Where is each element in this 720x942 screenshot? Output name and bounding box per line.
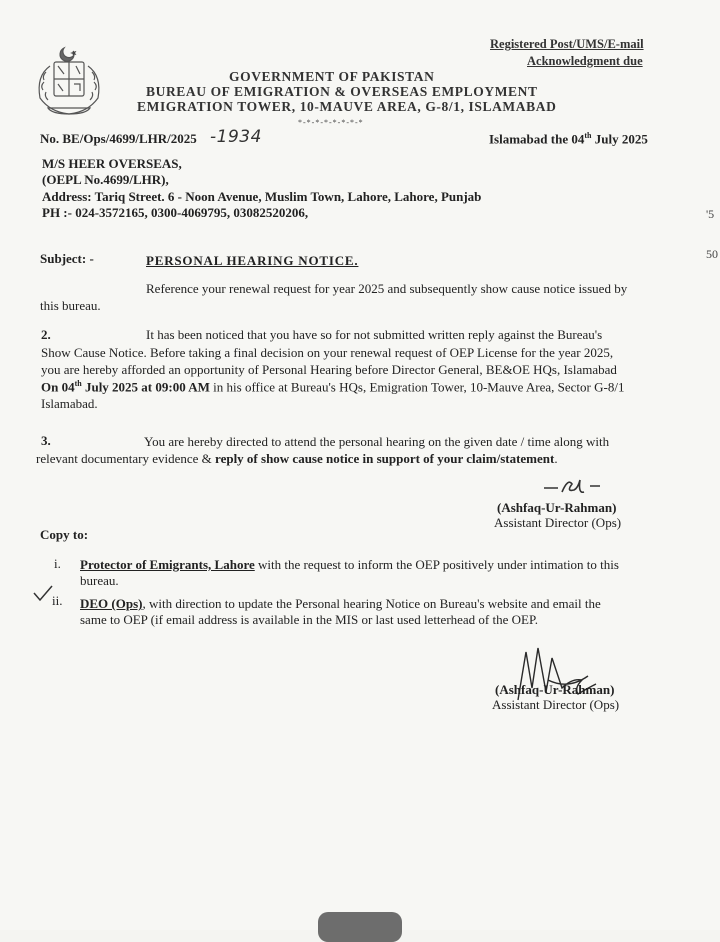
signatory-name: (Ashfaq-Ur-Rahman) xyxy=(497,500,617,515)
copy-item1 xyxy=(80,557,619,573)
para1-line2: this bureau. xyxy=(40,298,101,313)
header-stars: *-*-*-*-*-*-*-* xyxy=(298,118,364,127)
para2-line2: Show Cause Notice. Before taking a final decision on your renewal request of OEP License for the year 2025, xyxy=(41,345,614,360)
hearing-date-day: On 04 xyxy=(41,379,75,395)
addressee-name: M/S HEER OVERSEAS, xyxy=(42,156,182,171)
signatory-title: Assistant Director (Ops) xyxy=(494,515,622,530)
acknowledgment-note: Acknowledgment due xyxy=(527,54,643,68)
copy-item2-text: , with direction to update the Personal hearing Notice on Bureau's website and email the xyxy=(142,596,601,611)
letter-date xyxy=(489,131,648,147)
para2-line3: you are hereby afforded an opportunity of Personal Hearing before Director General, BE&OE HQs, Islamabad xyxy=(41,362,617,377)
signatory-name-2: (Ashfaq-Ur-Rahman) xyxy=(495,682,615,697)
signature-mark xyxy=(540,472,610,500)
hearing-date-time: July 2025 at 09:00 AM xyxy=(81,379,210,395)
date-day: Islamabad the 04 xyxy=(489,131,585,147)
subject-text: PERSONAL HEARING NOTICE. xyxy=(146,253,359,268)
reference-number: No. BE/Ops/4699/LHR/2025 xyxy=(40,131,197,146)
para3-end: . xyxy=(554,451,558,466)
hearing-date-suffix: th xyxy=(74,379,82,388)
para3-line2 xyxy=(36,451,558,467)
copy-item1-line2: bureau. xyxy=(80,573,119,588)
checkmark-icon xyxy=(32,584,54,602)
para2-line5: Islamabad. xyxy=(41,396,98,411)
date-month-year: July 2025 xyxy=(591,131,648,147)
date-suffix: th xyxy=(584,131,592,140)
edge-mark-1: '5 xyxy=(706,207,715,221)
signatory-title-2: Assistant Director (Ops) xyxy=(492,697,620,712)
para2-line4 xyxy=(41,379,624,395)
copy-item2-number: ii. xyxy=(52,593,63,608)
government-emblem-icon xyxy=(28,42,110,124)
para2-number: 2. xyxy=(41,327,51,342)
subject-label: Subject: - xyxy=(40,251,94,266)
para3-number: 3. xyxy=(41,433,51,448)
para1-line1: Reference your renewal request for year 2025 and subsequently show cause notice issued by xyxy=(146,281,628,296)
addressee-oepl: (OEPL No.4699/LHR), xyxy=(42,172,169,187)
header-line-government: GOVERNMENT OF PAKISTAN xyxy=(229,69,435,84)
para3-line1: You are hereby directed to attend the personal hearing on the given date / time along with xyxy=(144,434,610,449)
copy-item2 xyxy=(80,596,601,612)
copy-item2-recipient: DEO (Ops) xyxy=(80,596,143,611)
copy-item1-text: with the request to inform the OEP positively under intimation to this xyxy=(254,557,619,572)
header-line-address: EMIGRATION TOWER, 10-MAUVE AREA, G-8/1, ISLAMABAD xyxy=(137,99,557,114)
copy-item1-recipient: Protector of Emigrants, Lahore xyxy=(80,557,255,572)
header-line-bureau: BUREAU OF EMIGRATION & OVERSEAS EMPLOYMENT xyxy=(146,84,538,99)
addressee-phone: PH :- 024-3572165, 0300-4069795, 03082520206, xyxy=(42,205,309,220)
copy-item1-number: i. xyxy=(54,556,61,571)
handwritten-number: -1934 xyxy=(210,127,262,147)
hearing-venue: in his office at Bureau's HQs, Emigration Tower, 10-Mauve Area, Sector G-8/1 xyxy=(209,379,625,395)
para3-bold: reply of show cause notice in support of your claim/statement xyxy=(215,451,555,466)
para3-plain: relevant documentary evidence & xyxy=(36,451,216,466)
page-indicator-overlay[interactable] xyxy=(318,912,402,942)
copy-item2-line2: same to OEP (if email address is available in the MIS or last used letterhead of the OEP. xyxy=(80,612,539,627)
edge-mark-2: 50 xyxy=(706,247,718,261)
addressee-address: Address: Tariq Street. 6 - Noon Avenue, Muslim Town, Lahore, Lahore, Punjab xyxy=(42,189,482,204)
copy-to-label: Copy to: xyxy=(40,527,89,542)
registered-post-note: Registered Post/UMS/E-mail xyxy=(490,37,644,51)
para2-line1: It has been noticed that you have so for not submitted written reply against the Bureau's xyxy=(146,327,603,342)
